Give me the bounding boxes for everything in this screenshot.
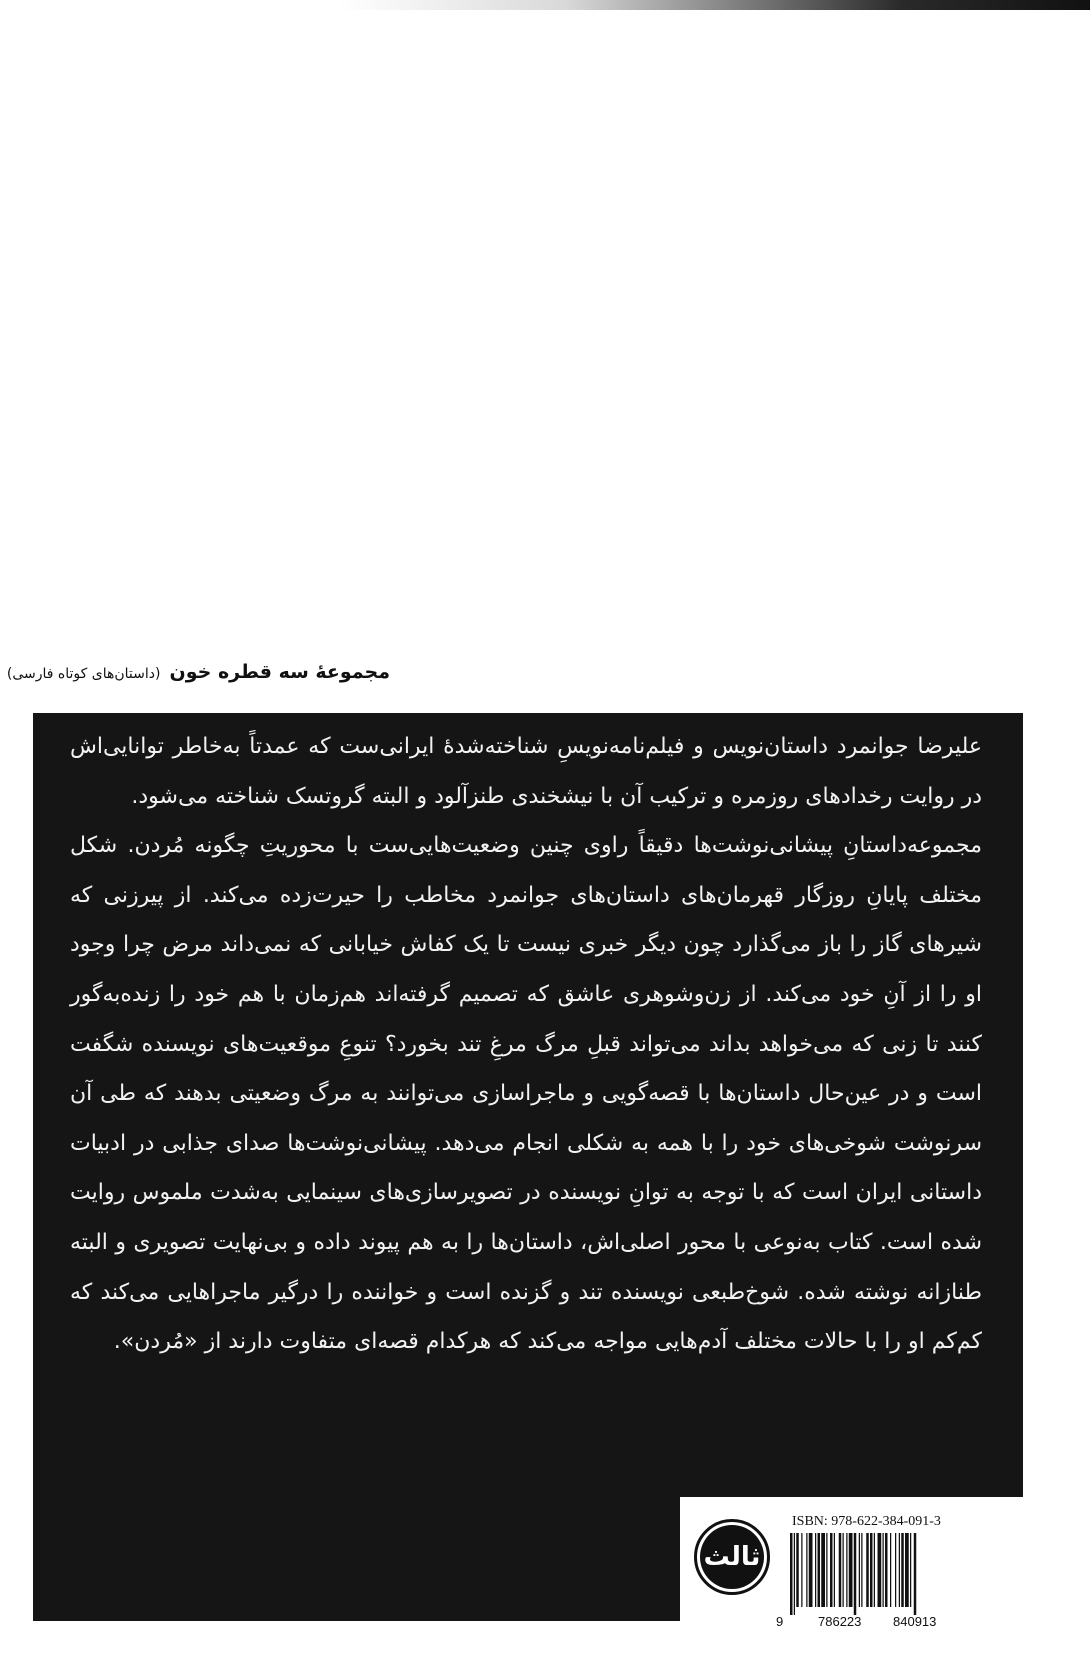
blurb-paragraph-2: مجموعه‌داستانِ پیشانی‌نوشت‌ها دقیقاً راوی چنین وضعیت‌هایی‌ست با محوریتِ چگونه مُردن. شکل مختلف پایانِ روزگار قهرمان‌های داستان‌های جوانمرد مخاطب را حیرت‌زده می‌کند. از پیرزنی که شیرهای گاز را باز می‌گذارد چون دیگر خبری نیست تا یک کفاش خیابانی که نمی‌داند مرض چرا وجود او را از آنِ خود می‌کند. از زن‌وشوهری عاشق که تصمیم گرفته‌اند هم‌زمان با هم خود را زنده‌به‌گور کنند تا زنی که می‌خواهد بداند می‌تواند قبلِ مرگ مرغِ تند بخورد؟ تنوعِ موقعیت‌های نویسنده شگفت است و در عین‌حال داستان‌ها با قصه‌گویی و ماجراسازی می‌توانند به مرگ وضعیتی بدهند که طی آن سرنوشت شوخی‌های خود را با همه به شکلی انجام می‌دهد. پیشانی‌نوشت‌ها صدای جذابی در ادبیات داستانی ایران است که با توجه به توانِ نویسنده در تصویرسازی‌های سینمایی به‌شدت ملموس روایت شده است. کتاب به‌نوعی با محور اصلی‌اش، داستان‌ها را به هم پیوند داده و بی‌نهایت تصویری و البته طنازانه نوشته شده. شوخ‌طبعی نویسنده تند و گزنده است و خواننده را درگیر ماجراهایی می‌کند که کم‌کم او را با حالات مختلف آدم‌هایی مواجه می‌کند که هرکدام قصه‌ای متفاوت دارند از «مُردن». <box>70 833 982 1355</box>
series-name: مجموعهٔ سه قطره خون <box>169 661 390 683</box>
series-subtitle: (داستان‌های کوتاه فارسی) <box>6 666 161 682</box>
publisher-logo-icon <box>694 1519 770 1595</box>
isbn-label: ISBN: 978-622-384-091-3 <box>792 1514 941 1529</box>
barcode-lead-digit: 9 <box>776 1614 784 1629</box>
barcode-icon <box>788 1533 960 1615</box>
publisher-logo-text: ثالث <box>700 1525 764 1589</box>
back-cover-blurb <box>70 722 982 1367</box>
barcode-digits-right: 840913 <box>893 1614 937 1629</box>
scan-top-edge <box>340 0 1090 10</box>
barcode-digits-left: 786223 <box>818 1614 862 1629</box>
series-title <box>6 661 390 683</box>
blurb-paragraph-1: علیرضا جوانمرد داستان‌نویس و فیلم‌نامه‌نویسِ شناخته‌شدهٔ ایرانی‌ست که عمدتاً به‌خاطر توانایی‌اش در روایت رخدادهای روزمره و ترکیب آن با نیشخندی طنزآلود و البته گروتسک شناخته می‌شود. <box>70 734 982 809</box>
